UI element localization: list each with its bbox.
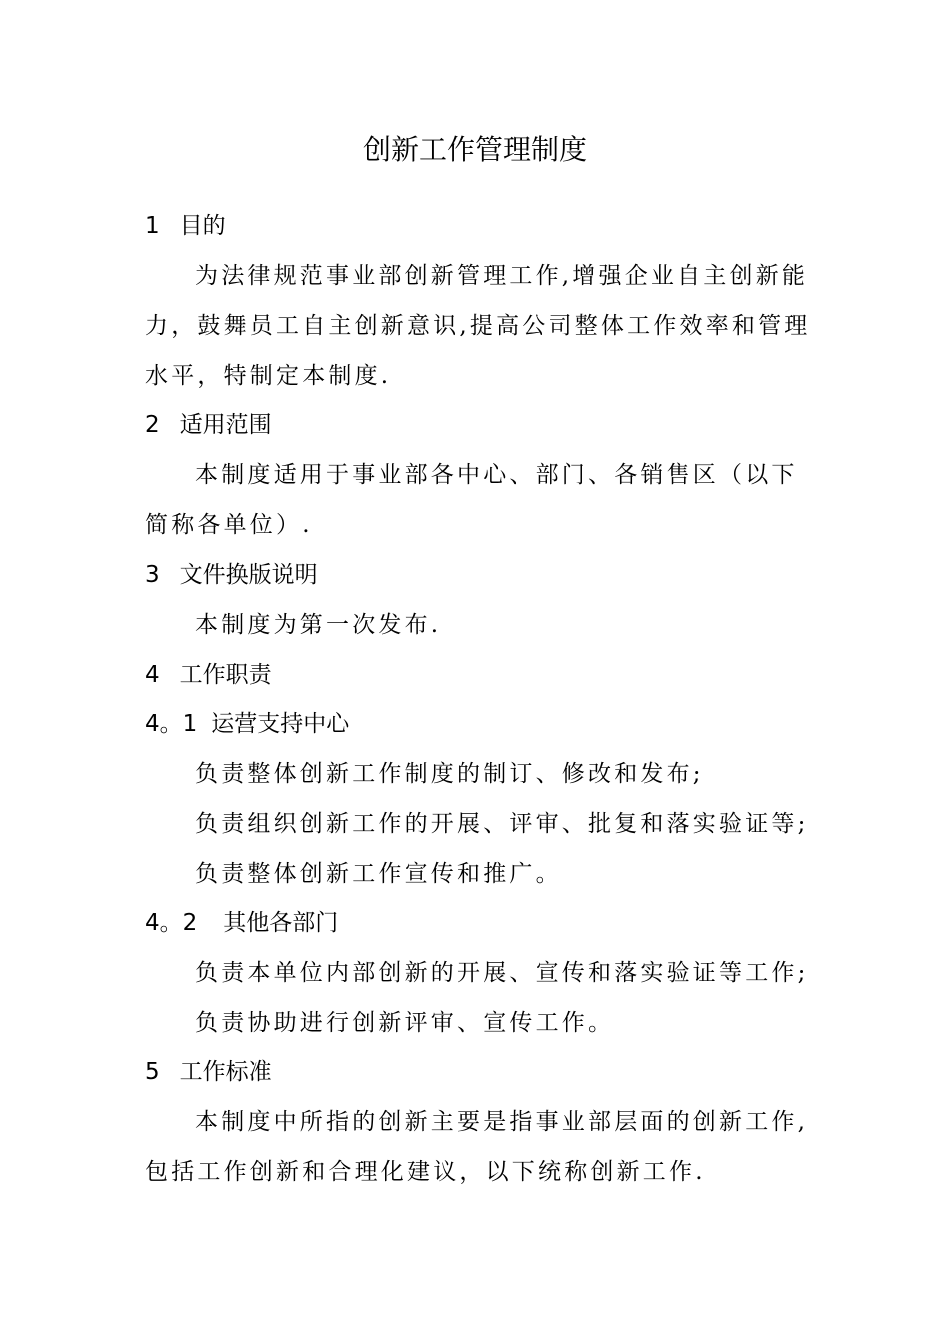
paragraph-line: 简称各单位）. — [145, 512, 313, 538]
paragraph-line: 本制度为第一次发布. — [195, 612, 442, 638]
subsection-heading-4-1 — [145, 704, 349, 744]
section-number: 4。1 — [145, 711, 198, 737]
section-title: 目的 — [179, 213, 226, 239]
section-title: 适用范围 — [179, 412, 272, 438]
section-title: 文件换版说明 — [179, 562, 318, 588]
paragraph-line: 负责本单位内部创新的开展、宣传和落实验证等工作; — [195, 960, 809, 986]
paragraph-line: 水平，特制定本制度. — [145, 363, 392, 389]
paragraph-line: 包括工作创新和合理化建议，以下统称创新工作. — [145, 1159, 706, 1185]
section-title: 工作标准 — [179, 1059, 272, 1085]
subsection-heading-4-2 — [145, 903, 338, 943]
section-number: 2 — [145, 412, 160, 438]
section-number: 3 — [145, 562, 160, 588]
section-number: 5 — [145, 1059, 160, 1085]
paragraph-line: 本制度适用于事业部各中心、部门、各销售区（以下 — [195, 462, 798, 488]
paragraph-line: 本制度中所指的创新主要是指事业部层面的创新工作, — [195, 1109, 809, 1135]
section-heading-2 — [145, 405, 272, 445]
paragraph-line: 为法律规范事业部创新管理工作,增强企业自主创新能 — [195, 263, 809, 289]
section-number: 4。2 — [145, 910, 198, 936]
section-heading-4 — [145, 655, 272, 695]
section-number: 4 — [145, 662, 160, 688]
section-title: 其他各部门 — [223, 910, 339, 936]
section-heading-5 — [145, 1052, 272, 1092]
paragraph-line: 力，鼓舞员工自主创新意识,提高公司整体工作效率和管理 — [145, 313, 811, 339]
section-title: 工作职责 — [179, 662, 272, 688]
section-heading-3 — [145, 555, 318, 595]
section-number: 1 — [145, 213, 160, 239]
paragraph-line: 负责组织创新工作的开展、评审、批复和落实验证等; — [195, 811, 809, 837]
paragraph-line: 负责协助进行创新评审、宣传工作。 — [195, 1010, 615, 1036]
paragraph-line: 负责整体创新工作宣传和推广。 — [195, 861, 562, 887]
section-title: 运营支持中心 — [211, 711, 350, 737]
paragraph-line: 负责整体创新工作制度的制订、修改和发布; — [195, 761, 704, 787]
document-title: 创新工作管理制度 — [362, 133, 587, 166]
section-heading-1 — [145, 206, 226, 246]
